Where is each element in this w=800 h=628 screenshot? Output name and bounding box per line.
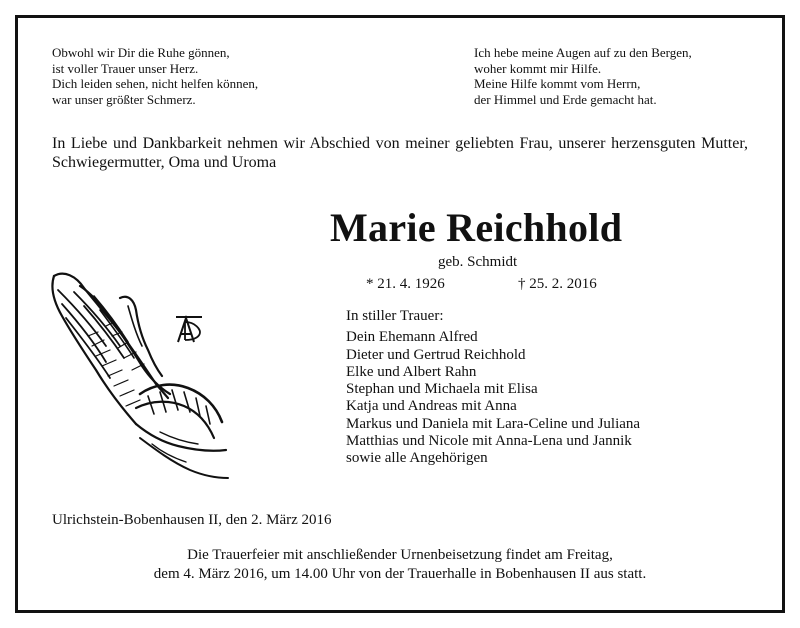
mourners-list	[346, 308, 640, 468]
mourner: Matthias und Nicole mit Anna-Lena und Jannik	[346, 433, 632, 450]
poem-left	[52, 45, 258, 107]
monogram-icon	[176, 316, 202, 342]
birth-date: * 21. 4. 1926	[366, 276, 445, 292]
death-date: † 25. 2. 2016	[518, 276, 597, 292]
ceremony-notice	[52, 546, 748, 584]
mourner: Dieter und Gertrud Reichhold	[346, 346, 526, 363]
mourner: Katja und Andreas mit Anna	[346, 398, 517, 415]
mourner: Markus und Daniela mit Lara-Celine und Juliana	[346, 415, 641, 432]
poem-right-line: der Himmel und Erde gemacht hat.	[474, 91, 657, 107]
ceremony-line: Die Trauerfeier mit anschließender Urnenbeisetzung findet am Freitag,	[187, 547, 613, 563]
poem-left-line: Obwohl wir Dir die Ruhe gönnen,	[52, 45, 230, 60]
poem-left-line: ist voller Trauer unser Herz.	[52, 60, 199, 76]
poem-right	[474, 45, 692, 107]
poem-right-line: woher kommt mir Hilfe.	[474, 60, 602, 76]
mourner: sowie alle Angehörigen	[346, 450, 488, 467]
intro-text: In Liebe und Dankbarkeit nehmen wir Abschied von meiner geliebten Frau, unserer herzensguten Mutter, Schwiegermutter, Oma und Uroma	[52, 135, 748, 171]
ceremony-line: dem 4. März 2016, um 14.00 Uhr von der Trauerhalle in Bobenhausen II aus statt.	[153, 566, 647, 582]
mourners-heading: In stiller Trauer:	[346, 308, 444, 324]
mourner: Dein Ehemann Alfred	[346, 329, 478, 346]
mourner: Stephan und Michaela mit Elisa	[346, 381, 538, 398]
praying-hands-icon	[44, 266, 234, 481]
mourner: Elke und Albert Rahn	[346, 363, 477, 380]
poem-left-line: Dich leiden sehen, nicht helfen können,	[52, 76, 259, 91]
deceased-name: Marie Reichhold	[330, 205, 623, 250]
poem-right-line: Meine Hilfe kommt vom Herrn,	[474, 76, 641, 91]
place-date: Ulrichstein-Bobenhausen II, den 2. März 2016	[52, 512, 332, 528]
poem-right-line: Ich hebe meine Augen auf zu den Bergen,	[474, 45, 692, 60]
maiden-name: geb. Schmidt	[438, 254, 518, 270]
poem-left-line: war unser größter Schmerz.	[52, 91, 196, 107]
